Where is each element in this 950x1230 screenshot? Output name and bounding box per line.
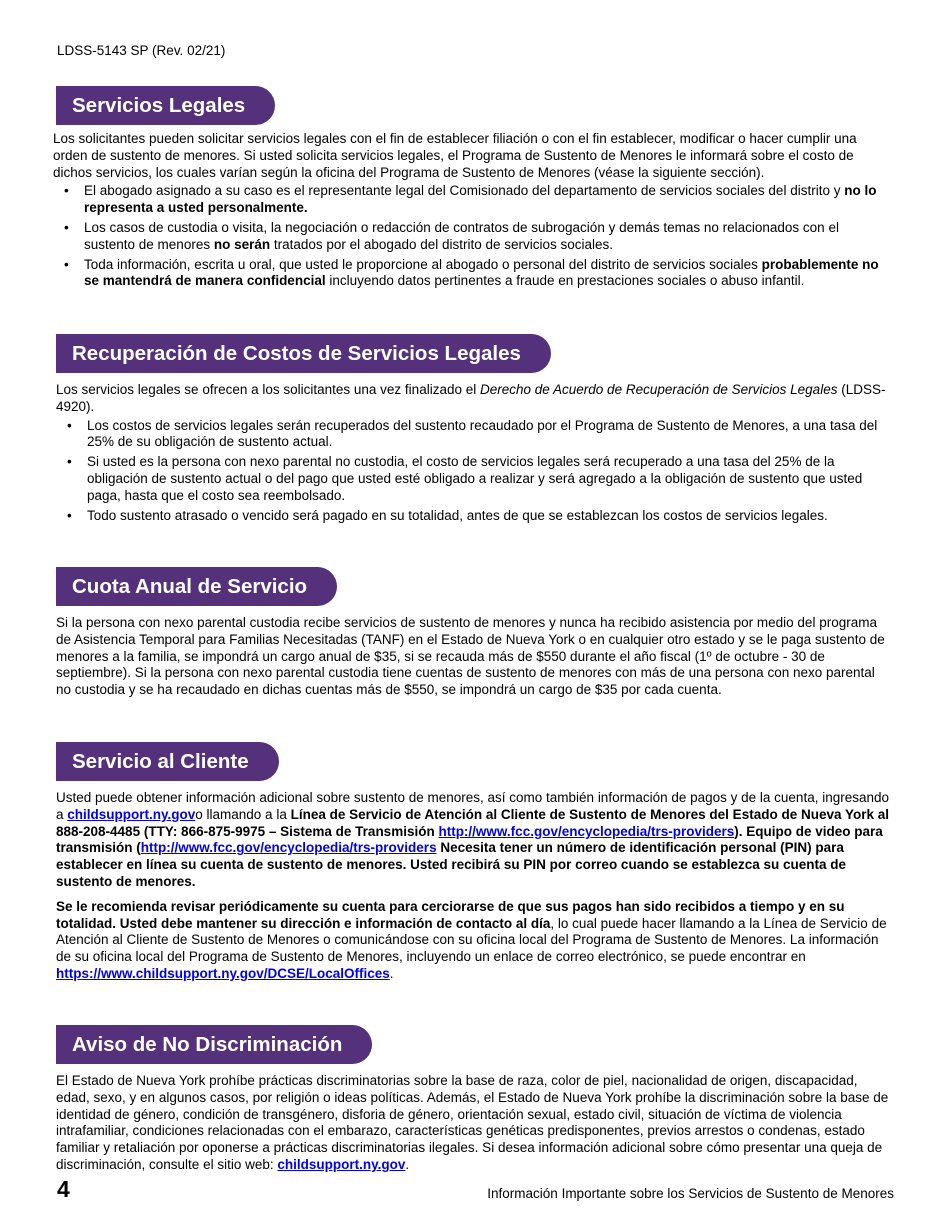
section-heading: Servicios Legales bbox=[56, 86, 275, 125]
paragraph: El Estado de Nueva York prohíbe prácticas discriminatorias sobre la base de raza, color de piel, nacionalidad de origen, discapacidad, edad, sexo, y en algunos casos, por religión o ideas políticas. Además, el Estado de Nueva York prohíbe la discriminación sobre la base de identidad de género, condición de transgénero, disforia de género, orientación sexual, estado civil, situación de víctima de violencia intrafamiliar, condiciones relacionadas con el embarazo, características genéticas predisponentes, previos arrestos o condenas, estado familiar y retaliación por oponerse a prácticas discriminatorias ilegales. Si desea información adicional sobre cómo presentar una queja de discriminación, consulte el sitio web: childsupport.ny.gov. bbox=[56, 1073, 889, 1172]
section-legal-services bbox=[53, 86, 893, 293]
bullet-list bbox=[53, 418, 893, 525]
paragraph: Los servicios legales se ofrecen a los solicitantes una vez finalizado el Derecho de Acuerdo de Recuperación de Servicios Legales (LDSS-4920). bbox=[56, 382, 886, 414]
section-cost-recovery bbox=[53, 334, 893, 527]
childsupport-link[interactable]: childsupport.ny.gov bbox=[277, 1156, 406, 1172]
bullet-list bbox=[53, 183, 893, 290]
section-non-discrimination bbox=[53, 1025, 893, 1174]
footer-title: Información Importante sobre los Servicios de Sustento de Menores bbox=[487, 1186, 894, 1201]
fcc-trs-video-link[interactable]: http://www.fcc.gov/encyclopedia/trs-providers bbox=[140, 840, 437, 856]
paragraph: Se le recomienda revisar periódicamente su cuenta para cerciorarse de que sus pagos han sido recibidos a tiempo y en su totalidad. Usted debe mantener su dirección e información de contacto al día, lo cual puede hacer llamando a la Línea de Servicio de Atención al Cliente de Sustento de Menores o comunicándose con su oficina local del Programa de Sustento de Menores. La información de su oficina local del Programa de Sustento de Menores, incluyendo un enlace de correo electrónico, se puede encontrar en https://www.childsupport.ny.gov/DCSE/LocalOffices. bbox=[56, 898, 887, 981]
paragraph: Usted puede obtener información adicional sobre sustento de menores, así como también información de pagos y de la cuenta, ingresando a childsupport.ny.govo llamando a la Línea de Servicio de Atención al Cliente de Sustento de Menores del Estado de Nueva York al 888-208-4485 (TTY: 866-875-9975 – Sistema de Transmisión http://www.fcc.gov/encyclopedia/trs-providers). Equipo de video para transmisión (http://www.fcc.gov/encyclopedia/trs-providers Necesita tener un número de identificación personal (PIN) para establecer en línea su cuenta de sustento de menores. Usted recibirá su PIN por correo cuando se establezca su cuenta de sustento de menores. bbox=[56, 790, 890, 889]
fcc-trs-link[interactable]: http://www.fcc.gov/encyclopedia/trs-providers bbox=[438, 823, 735, 839]
section-heading: Servicio al Cliente bbox=[56, 742, 279, 781]
list-item: • Toda información, escrita u oral, que usted le proporcione al abogado o personal del distrito de servicios sociales probablemente no se mantendrá de manera confidencial incluyendo datos pertinentes a fraude en prestaciones sociales o abuso infantil. bbox=[84, 257, 893, 291]
section-annual-fee bbox=[53, 567, 893, 699]
childsupport-link[interactable]: childsupport.ny.gov bbox=[67, 806, 196, 822]
paragraph: Los solicitantes pueden solicitar servicios legales con el fin de establecer filiación o con el fin establecer, modificar o hacer cumplir una orden de sustento de menores. Si usted solicita servicios legales, el Programa de Sustento de Menores le informará sobre el costo de dichos servicios, los cuales varían según la oficina del Programa de Sustento de Menores (véase la siguiente sección). bbox=[53, 131, 857, 180]
list-item: • Los costos de servicios legales serán recuperados del sustento recaudado por el Programa de Sustento de Menores, a una tasa del 25% de su obligación de sustento actual. bbox=[87, 418, 893, 452]
section-heading: Recuperación de Costos de Servicios Legales bbox=[56, 334, 551, 373]
section-customer-service bbox=[53, 742, 893, 983]
paragraph: Si la persona con nexo parental custodia recibe servicios de sustento de menores y nunca ha recibido asistencia por medio del programa de Asistencia Temporal para Familias Necesitadas (TANF) en el Estado de Nueva York o en cualquier otro estado y se le paga sustento de menores a la familia, se impondrá un cargo anual de $35, si se recauda más de $550 durante el año fiscal (1º de octubre - 30 de septiembre). Si la persona con nexo parental custodia tiene cuentas de sustento de menores con más de una persona con nexo parental no custodia y se ha recaudado en dichas cuentas más de $550, se impondrá un cargo de $35 por cada cuenta. bbox=[56, 615, 885, 698]
section-heading: Aviso de No Discriminación bbox=[56, 1025, 372, 1064]
list-item: • El abogado asignado a su caso es el representante legal del Comisionado del departamento de servicios sociales del distrito y no lo representa a usted personalmente. bbox=[84, 183, 893, 217]
local-offices-link[interactable]: https://www.childsupport.ny.gov/DCSE/LocalOffices bbox=[56, 965, 390, 981]
section-heading: Cuota Anual de Servicio bbox=[56, 567, 337, 606]
list-item: • Todo sustento atrasado o vencido será pagado en su totalidad, antes de que se establezcan los costos de servicios legales. bbox=[87, 508, 893, 525]
list-item: • Los casos de custodia o visita, la negociación o redacción de contratos de subrogación y demás temas no relacionados con el sustento de menores no serán tratados por el abogado del distrito de servicios sociales. bbox=[84, 220, 893, 254]
form-id: LDSS-5143 SP (Rev. 02/21) bbox=[57, 43, 226, 58]
list-item: • Si usted es la persona con nexo parental no custodia, el costo de servicios legales será recuperado a una tasa del 25% de la obligación de sustento actual o del pago que usted esté obligado a realizar y será agregado a la obligación de sustento que usted paga, hasta que el costo sea reembolsado. bbox=[87, 454, 893, 504]
page-number: 4 bbox=[57, 1176, 70, 1202]
